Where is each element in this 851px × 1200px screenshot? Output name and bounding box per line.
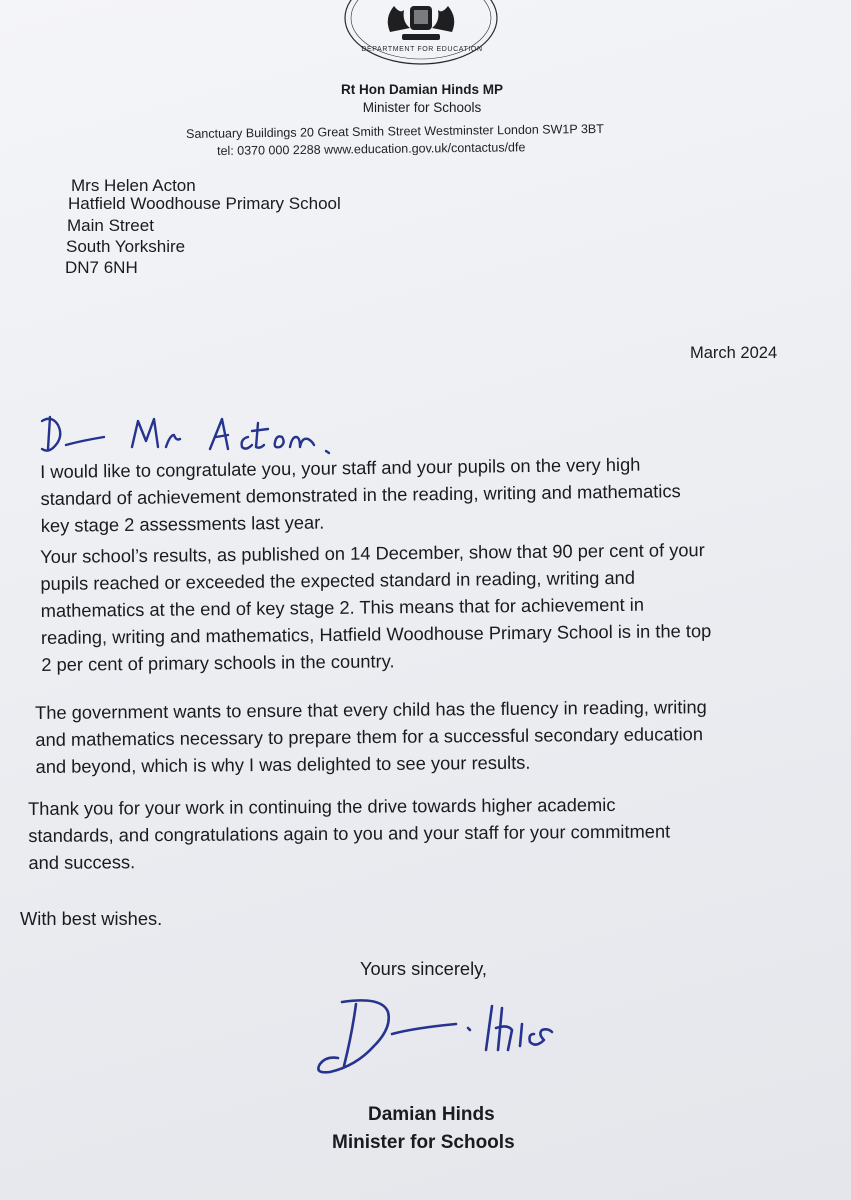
- recipient-postcode: DN7 6NH: [65, 258, 138, 277]
- royal-crest-seal-icon: [340, 0, 502, 68]
- letter-date: March 2024: [690, 344, 778, 362]
- recipient-school: Hatfield Woodhouse Primary School: [68, 194, 341, 213]
- best-wishes: With best wishes.: [20, 908, 163, 929]
- recipient-county: South Yorkshire: [66, 237, 186, 256]
- recipient-name: Mrs Helen Acton: [71, 176, 196, 195]
- body-paragraph-3: The government wants to ensure that every child has the fluency in reading, writing and mathematics necessary to prepare them for a successful secondary education and beyond, which is why I was delighted to see your results.: [35, 696, 707, 777]
- body-paragraph-1: I would like to congratulate you, your staff and your pupils on the very high standard of achievement demonstrated in the reading, writing and mathematics key stage 2 assessments last year.: [40, 453, 681, 536]
- minister-name: Rt Hon Damian Hinds MP: [340, 82, 503, 97]
- department-address: Sanctuary Buildings 20 Great Smith Street Westminster London SW1P 3BT: [186, 121, 604, 141]
- sign-off: Yours sincerely,: [360, 958, 488, 979]
- signatory-name: Damian Hinds: [368, 1104, 495, 1125]
- handwritten-signature: [312, 994, 572, 1080]
- department-label: DEPARTMENT FOR EDUCATION: [361, 46, 483, 53]
- recipient-street: Main Street: [67, 216, 154, 235]
- body-paragraph-4: Thank you for your work in continuing the drive towards higher academic standards, and congratulations again to you and your staff for your commitment and success.: [28, 793, 671, 873]
- signatory-title: Minister for Schools: [332, 1132, 515, 1153]
- handwritten-salutation: [36, 407, 356, 461]
- department-contact: tel: 0370 000 2288 www.education.gov.uk/contactus/dfe: [217, 140, 526, 158]
- body-paragraph-2: Your school’s results, as published on 14 December, show that 90 per cent of your pupils reached or exceeded the expected standard in reading, writing and mathematics at the end of key stage 2. This means that for achievement in reading, writing and mathematics, Hatfield Woodhouse Primary School is in the top 2 per cent of primary schools in the country.: [40, 539, 712, 675]
- minister-title: Minister for Schools: [362, 100, 482, 115]
